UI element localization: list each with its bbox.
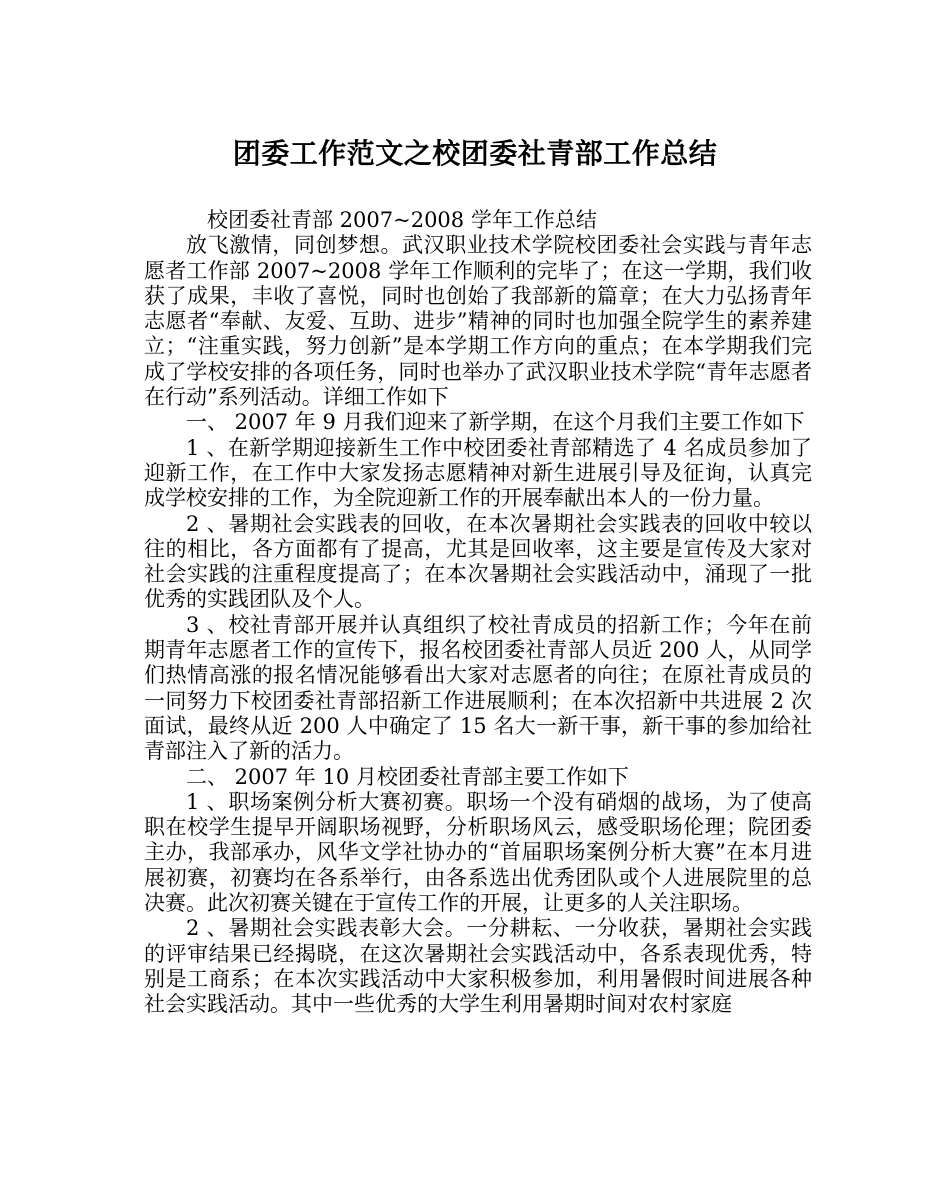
section-subtitle: 校团委社青部 2007~2008 学年工作总结	[207, 208, 597, 232]
paragraph-item: 1 、职场案例分析大赛初赛。职场一个没有硝烟的战场，为了使高职在校学生提早开阔职场视野，分析职场风云，感受职场伦理；院团委主办，我部承办，风华文学社协办的“首届职场案例分析大赛”在本月进展初赛，初赛均在各系举行，由各系选出优秀团队或个人进展院里的总决赛。此次初赛关键在于宣传工作的开展，让更多的人关注职场。	[144, 789, 812, 916]
document-body	[144, 208, 812, 1018]
paragraph-item: 3 、校社青部开展并认真组织了校社青成员的招新工作；今年在前期青年志愿者工作的宣传下，报名校团委社青部人员近 200 人，从同学们热情高涨的报名情况能够看出大家对志愿者的向往；在原社青成员的一同努力下校团委社青部招新工作进展顺利；在本次招新中共进展 2 次面试，最终从近 200 人中确定了 15 名大一新干事，新干事的参加给社青部注入了新的活力。	[144, 612, 812, 764]
paragraph-item: 1 、在新学期迎接新生工作中校团委社青部精选了 4 名成员参加了迎新工作，在工作中大家发扬志愿精神对新生进展引导及征询，认真完成学校安排的工作，为全院迎新工作的开展奉献出本人的一份力量。	[144, 435, 812, 511]
section-heading-october: 二、 2007 年 10 月校团委社青部主要工作如下	[186, 764, 629, 789]
section-heading-september: 一、 2007 年 9 月我们迎来了新学期，在这个月我们主要工作如下	[186, 410, 805, 435]
document-title: 团委工作范文之校团委社青部工作总结	[232, 137, 718, 170]
paragraph-item: 2 、暑期社会实践表的回收，在本次暑期社会实践表的回收中较以往的相比，各方面都有了提高，尤其是回收率，这主要是宣传及大家对社会实践的注重程度提高了；在本次暑期社会实践活动中，涌现了一批优秀的实践团队及个人。	[144, 511, 812, 612]
paragraph-item: 2 、暑期社会实践表彰大会。一分耕耘、一分收获，暑期社会实践的评审结果已经揭晓，在这次暑期社会实践活动中，各系表现优秀，特别是工商系；在本次实践活动中大家积极参加，利用暑假时间进展各种社会实践活动。其中一些优秀的大学生利用暑期时间对农村家庭	[144, 916, 812, 1017]
intro-paragraph: 放飞激情，同创梦想。武汉职业技术学院校团委社会实践与青年志愿者工作部 2007~2008 学年工作顺利的完毕了；在这一学期，我们收获了成果，丰收了喜悦，同时也创始了我部新的篇章；在大力弘扬青年志愿者“奉献、友爱、互助、进步”精神的同时也加强全院学生的素养建立；“注重实践，努力创新”是本学期工作方向的重点；在本学期我们完成了学校安排的各项任务，同时也举办了武汉职业技术学院“青年志愿者在行动”系列活动。详细工作如下	[144, 233, 812, 410]
